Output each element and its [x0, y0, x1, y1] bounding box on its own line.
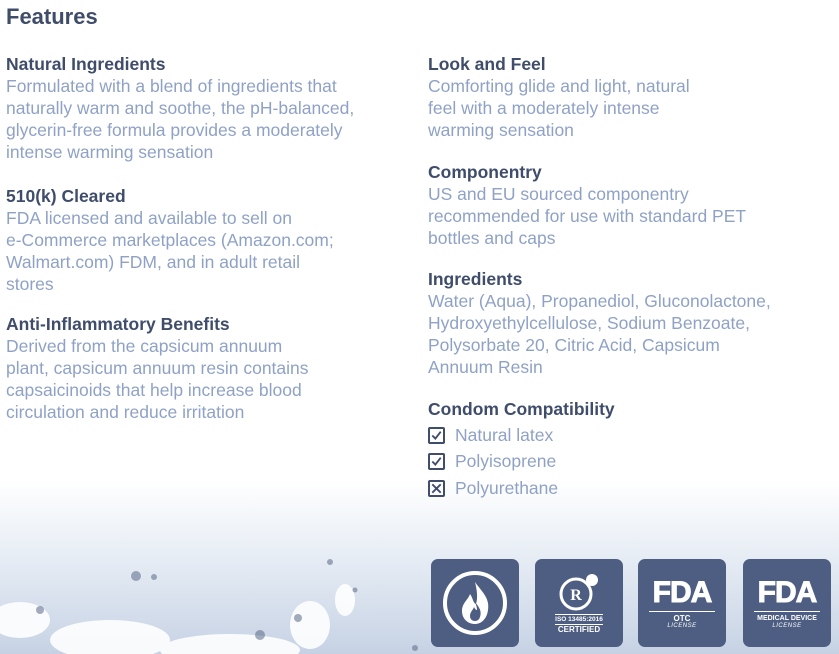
compatibility-item [428, 475, 615, 502]
section-body: Derived from the capsicum annuum plant, capsicum annuum resin contains capsaicinoids that help increase blood circulation and reduce irritation [6, 336, 309, 422]
fda-license-text: LICENSE [667, 623, 697, 629]
compatibility-label: Natural latex [455, 424, 554, 445]
iso-certified-badge [535, 559, 623, 647]
checkbox-checked-icon [428, 453, 445, 470]
section-body: Comforting glide and light, natural feel with a moderately intense warming sensation [428, 76, 690, 140]
checkbox-checked-icon [428, 427, 445, 444]
svg-text:R: R [570, 587, 582, 604]
compatibility-label: Polyisoprene [455, 451, 557, 472]
section-body: US and EU sourced componentry recommended for use with standard PET bottles and caps [428, 184, 747, 248]
condom-compatibility-section [428, 398, 615, 502]
510k-cleared-section [6, 185, 334, 295]
fda-medical-device-badge [743, 559, 831, 647]
compatibility-label: Polyurethane [455, 477, 559, 498]
warming-badge [431, 559, 519, 647]
section-heading: Ingredients [428, 269, 523, 289]
compatibility-item [428, 449, 615, 476]
section-heading: Natural Ingredients [6, 54, 166, 74]
fda-logo-text: FDA [652, 576, 712, 609]
page-title: Features [6, 4, 98, 29]
iso-standard-text: ISO 13485:2016 [555, 616, 603, 623]
section-heading: 510(k) Cleared [6, 186, 126, 206]
section-heading: Look and Feel [428, 54, 546, 74]
section-body: Water (Aqua), Propanediol, Gluconolactone, Hydroxyethylcellulose, Sodium Benzoate, Polysorbate 20, Citric Acid, Capsicum Annuum Resin [428, 291, 771, 377]
section-heading: Anti-Inflammatory Benefits [6, 314, 230, 334]
section-heading: Componentry [428, 162, 542, 182]
fda-license-text: LICENSE [772, 623, 802, 629]
flame-icon [442, 570, 508, 636]
fda-otc-badge [638, 559, 726, 647]
fda-logo-text: FDA [757, 576, 817, 609]
anti-inflammatory-section [6, 313, 309, 423]
ingredients-section [428, 268, 771, 378]
fda-medical-device-text: MEDICAL DEVICE [757, 615, 817, 622]
section-heading: Condom Compatibility [428, 399, 615, 419]
compatibility-item [428, 422, 615, 449]
fda-otc-text: OTC [673, 614, 691, 623]
look-and-feel-section [428, 53, 690, 141]
componentry-section [428, 161, 746, 249]
iso-certified-text: CERTIFIED [557, 625, 601, 634]
water-splash-image [0, 540, 430, 654]
ori-logo-icon [554, 572, 604, 612]
checkbox-crossed-icon [428, 480, 445, 497]
natural-ingredients-section [6, 53, 354, 163]
section-body: Formulated with a blend of ingredients that naturally warm and soothe, the pH-balanced, glycerin-free formula provides a moderately intense warming sensation [6, 76, 355, 162]
section-body: FDA licensed and available to sell on e-Commerce marketplaces (Amazon.com; Walmart.com) FDM, and in adult retail stores [6, 208, 334, 294]
